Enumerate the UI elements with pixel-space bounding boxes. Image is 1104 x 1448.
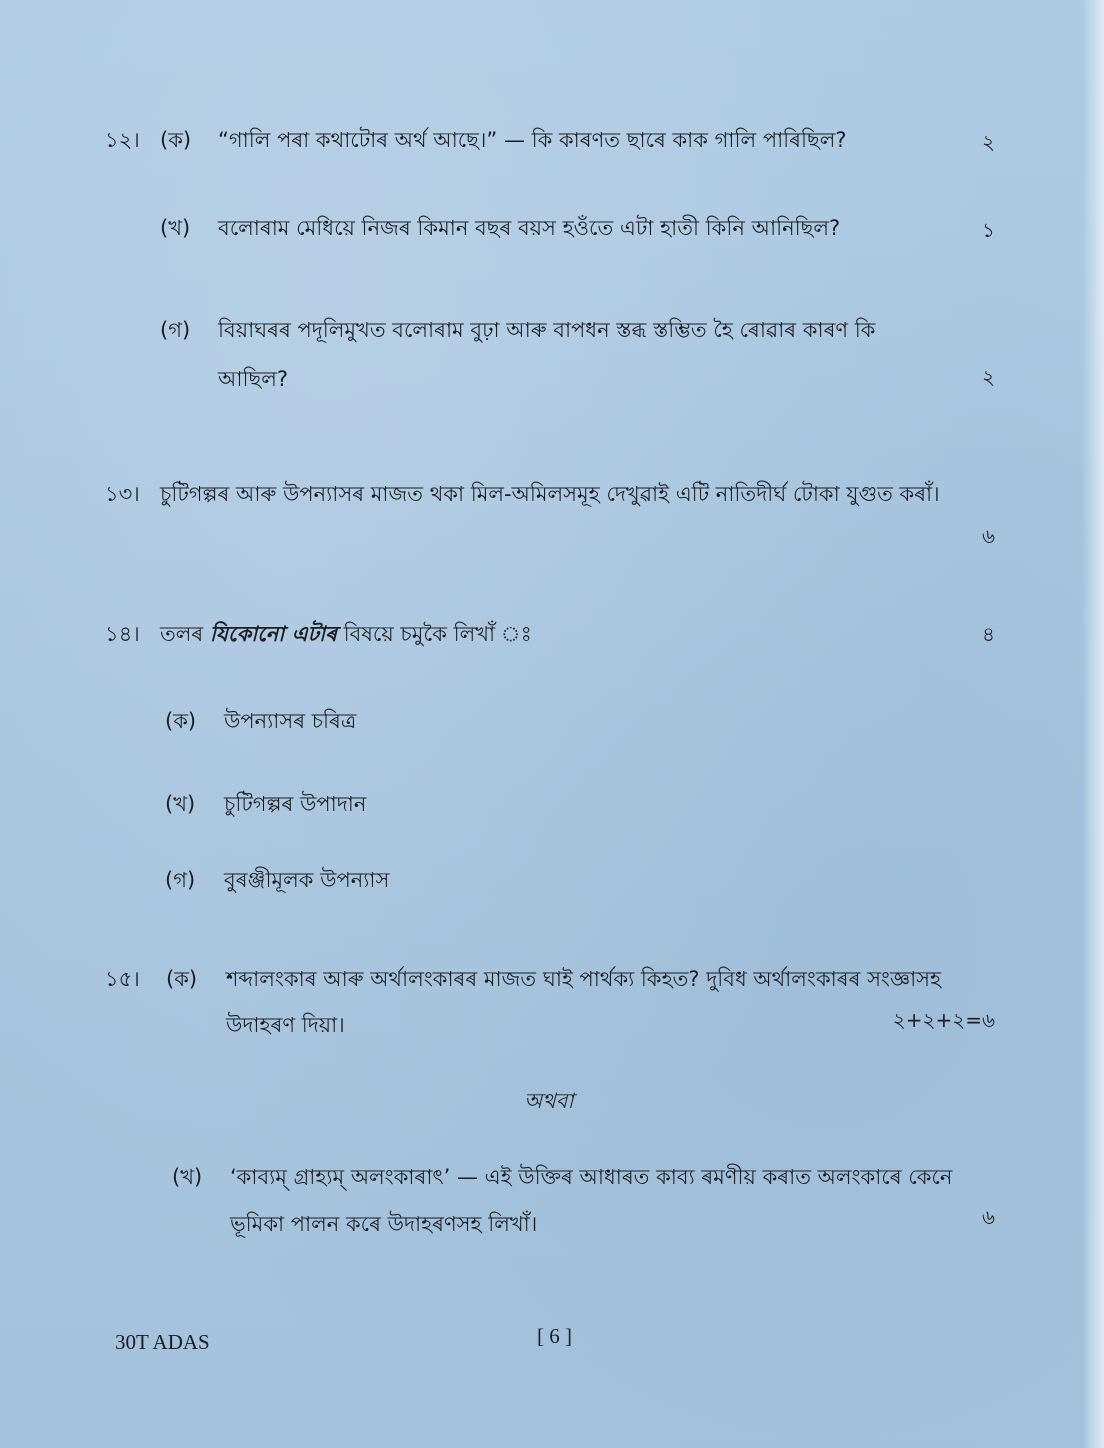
page-number: [ 6 ] <box>537 1324 572 1348</box>
q15b-label: (খ) <box>172 1165 203 1189</box>
paper-code: 30T ADAS <box>115 1330 210 1354</box>
q14-marks: ৪ <box>982 622 995 646</box>
q15a-label: (ক) <box>166 967 198 991</box>
q15a-text-line2: উদাহৰণ দিয়া। <box>226 1013 345 1037</box>
q12a-label: (ক) <box>160 128 192 152</box>
q14-option-a-label: (ক) <box>165 709 197 733</box>
q12c-label: (গ) <box>160 318 191 342</box>
q14-option-c-label: (গ) <box>165 868 196 892</box>
q13-marks: ৬ <box>981 524 995 548</box>
q12c-marks: ২ <box>981 365 995 389</box>
q14-text-before: তলৰ <box>160 622 204 646</box>
q14-text <box>160 620 532 648</box>
q15b-text-line1: ‘কাব্যম্ গ্ৰাহ্যম্ অলংকাৰাৎ’ — এই উক্তিৰ আধাৰত কাব্য ৰমণীয় কৰাত অলংকাৰে কেনে <box>230 1165 953 1189</box>
q15b-text-line2: ভূমিকা পালন কৰে উদাহৰণসহ লিখাঁ। <box>230 1212 538 1236</box>
q15-number: ১৫। <box>105 967 140 991</box>
q12b-marks: ১ <box>982 218 995 242</box>
q15a-marks: ২+২+২=৬ <box>892 1008 995 1032</box>
q12b-label: (খ) <box>160 216 191 240</box>
q14-option-b-text: চুটিগল্পৰ উপাদান <box>224 792 367 816</box>
q12a-marks: ২ <box>981 130 995 154</box>
q14-text-emphasis: যিকোনো এটাৰ <box>209 622 337 646</box>
q15b-marks: ৬ <box>981 1205 995 1229</box>
paper-edge <box>1082 0 1104 1448</box>
q14-option-a-text: উপন্যাসৰ চৰিত্ৰ <box>224 709 357 733</box>
q12c-text-line1: বিয়াঘৰৰ পদূলিমুখত বলোৰাম বুঢ়া আৰু বাপধন স্তব্ধ স্তম্ভিত হৈ ৰোৱাৰ কাৰণ কি <box>218 318 876 342</box>
q15-or: অথবা <box>524 1089 574 1113</box>
q14-option-b-label: (খ) <box>165 792 196 816</box>
q14-number: ১৪। <box>105 622 140 646</box>
q13-text: চুটিগল্পৰ আৰু উপন্যাসৰ মাজত থকা মিল-অমিলসমূহ দেখুৱাই এটি নাতিদীৰ্ঘ টোকা যুগুত কৰাঁ। <box>160 482 940 506</box>
q12c-text-line2: আছিল? <box>218 367 289 391</box>
q14-option-c-text: বুৰঞ্জীমূলক উপন্যাস <box>224 868 390 892</box>
q12a-text: “গালি পৰা কথাটোৰ অৰ্থ আছে।” — কি কাৰণত ছাৰে কাক গালি পাৰিছিল? <box>218 128 847 152</box>
q13-number: ১৩। <box>105 482 140 506</box>
q14-text-after: বিষয়ে চমুকৈ লিখাঁ ঃ <box>343 622 532 646</box>
q12b-text: বলোৰাম মেধিয়ে নিজৰ কিমান বছৰ বয়স হওঁতে এটা হাতী কিনি আনিছিল? <box>218 216 841 240</box>
q12-number: ১২। <box>105 128 140 152</box>
q15a-text-line1: শব্দালংকাৰ আৰু অৰ্থালংকাৰৰ মাজত ঘাই পাৰ্থক্য কিহত? দুবিধ অৰ্থালংকাৰৰ সংজ্ঞাসহ <box>226 967 942 991</box>
